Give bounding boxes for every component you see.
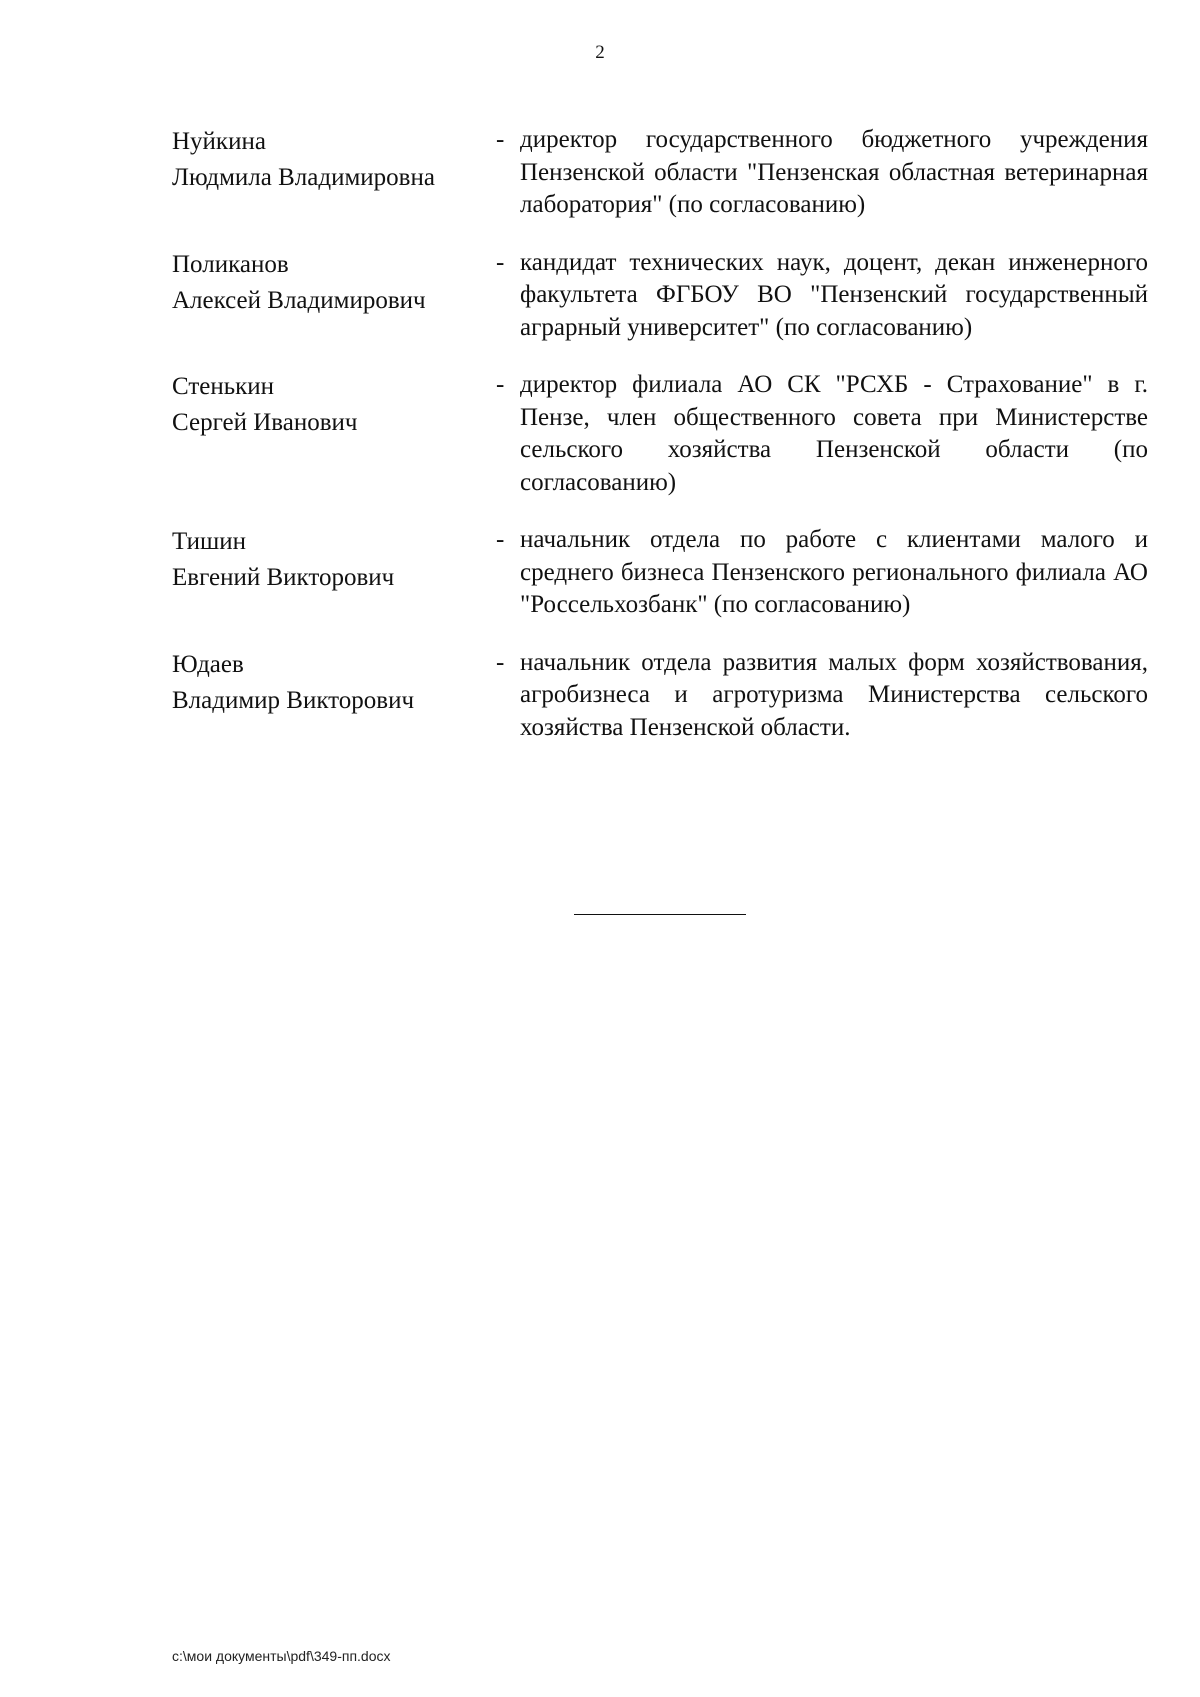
list-item: [172, 524, 1148, 622]
member-dash: -: [496, 371, 505, 398]
list-item: [172, 124, 1148, 222]
member-dash: -: [496, 126, 505, 153]
member-name: [172, 524, 492, 596]
member-description: начальник отдела по работе с клиентами малого и среднего бизнеса Пензенского регионального филиала АО "Россельхозбанк" (по согласованию): [520, 526, 1148, 618]
member-description: директор филиала АО СК "РСХБ - Страхование" в г. Пензе, член общественного совета при Министерстве сельского хозяйства Пензенской области (по согласованию): [520, 371, 1148, 496]
member-surname: Стенькин: [172, 373, 275, 400]
footer-file-path: c:\мои документы\pdf\349-пп.docx: [172, 1648, 391, 1664]
member-dash: -: [496, 648, 505, 676]
member-given-names: Владимир Викторович: [172, 686, 415, 714]
member-name: [172, 647, 492, 719]
member-surname: Нуйкина: [172, 128, 266, 155]
end-separator-line: [574, 914, 746, 915]
member-dash: -: [496, 248, 505, 276]
member-description: начальник отдела развития малых форм хозяйствования, агробизнеса и агротуризма Министерства сельского хозяйства Пензенской области.: [520, 648, 1148, 741]
list-item: [172, 369, 1148, 499]
member-given-names: Сергей Иванович: [172, 409, 358, 436]
member-description: кандидат технических наук, доцент, декан инженерного факультета ФГБОУ ВО "Пензенский государственный аграрный университет" (по согласованию): [520, 248, 1148, 341]
member-name: [172, 124, 492, 196]
member-given-names: Людмила Владимировна: [172, 164, 435, 191]
member-name: [172, 247, 492, 319]
member-list: [172, 124, 1148, 769]
page-number: 2: [595, 42, 605, 63]
member-given-names: Алексей Владимирович: [172, 286, 426, 314]
list-item: [172, 647, 1148, 745]
member-given-names: Евгений Викторович: [172, 564, 395, 591]
member-surname: Юдаев: [172, 650, 244, 678]
member-surname: Тишин: [172, 528, 247, 555]
member-dash: -: [496, 526, 505, 553]
list-item: [172, 247, 1148, 345]
member-description: директор государственного бюджетного учреждения Пензенской области "Пензенская областная ветеринарная лаборатория" (по согласованию): [520, 126, 1148, 218]
member-name: [172, 369, 492, 441]
member-surname: Поликанов: [172, 250, 289, 278]
